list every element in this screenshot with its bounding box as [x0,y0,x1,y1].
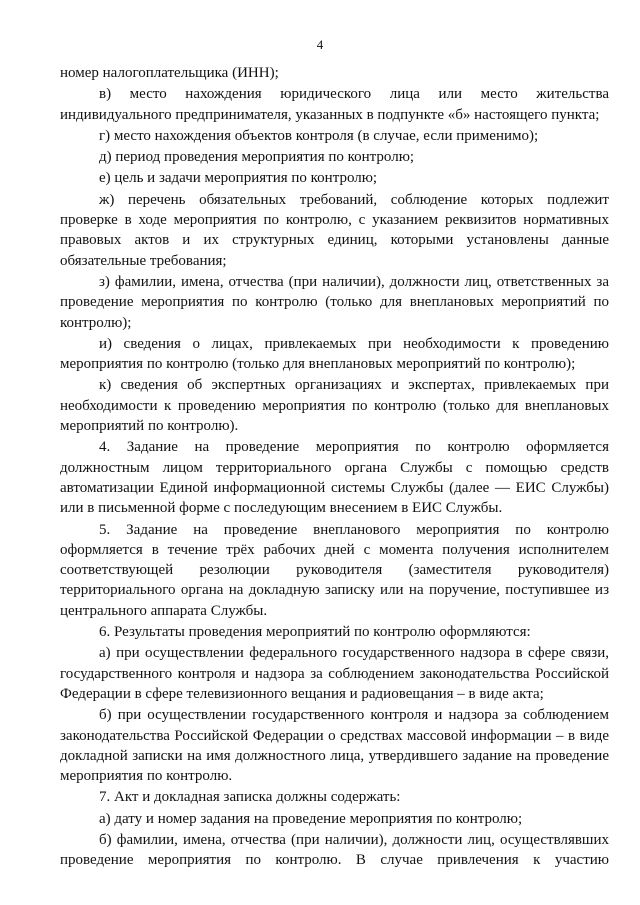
paragraph-section-7-a: а) дату и номер задания на проведение мероприятия по контролю; [99,810,523,827]
paragraph-section-5: 5. Задание на проведение внепланового мероприятия по контролю оформляется в течение трёх рабочих дней с момента получения исполнителем соответствующей резолюции руководителя (заместителя руководителя) территориального органа на докладную записку или на поручение, поступившее из центрального аппарата Службы. [60,521,609,619]
paragraph-section-7: 7. Акт и докладная записка должны содержать: [99,789,401,806]
paragraph-section-6-b: б) при осуществлении государственного контроля и надзора за соблюдением законодательства Российской Федерации о средствах массовой информации – в виде докладной записки на имя должностного лица, утвердившего задание на проведение мероприятия по контролю. [60,707,609,785]
paragraph-item-z: з) фамилии, имена, отчества (при наличии), должности лиц, ответственных за проведение мероприятия по контролю (только для внеплановых мероприятий по контролю); [60,273,609,331]
page-number: 4 [316,37,324,52]
paragraph-section-6-a: а) при осуществлении федерального государственного надзора в сфере связи, государственного контроля и надзора за соблюдением законодательства Российской Федерации в сфере телевизионного вещания и радиовещания – в виде акта; [60,645,609,702]
paragraph-item-g: г) место нахождения объектов контроля (в случае, если применимо); [99,127,539,144]
paragraph-section-6: 6. Результаты проведения мероприятий по контролю оформляются: [99,624,531,641]
paragraph-item-v: в) место нахождения юридического лица или место жительства индивидуального предпринимателя, указанных в подпункте «б» настоящего пункта; [60,86,609,123]
document-body [60,63,609,871]
paragraph-section-7-b: б) фамилии, имена, отчества (при наличии), должности лиц, осуществлявших проведение мероприятия по контролю. В случае привлечения к участию [60,831,609,869]
paragraph-item-k: к) сведения об экспертных организациях и экспертах, привлекаемых при необходимости к проведению мероприятия по контролю (только для внеплановых мероприятий по контролю). [60,377,609,435]
paragraph-inn: номер налогоплательщика (ИНН); [60,65,279,81]
paragraph-item-i: и) сведения о лицах, привлекаемых при необходимости к проведению мероприятия по контролю (только для внеплановых мероприятий по контролю); [60,335,609,373]
paragraph-section-4: 4. Задание на проведение мероприятия по контролю оформляется должностным лицом территориального органа Службы с помощью средств автоматизации Единой информационной системы Службы (далее — ЕИС Службы) или в письменной форме с последующим внесением в ЕИС Службы. [60,439,609,517]
paragraph-item-zh: ж) перечень обязательных требований, соблюдение которых подлежит проверке в ходе мероприятия по контролю, с указанием реквизитов нормативных правовых актов и их структурных единиц, которыми установлены данные обязательные требования; [60,191,609,269]
paragraph-item-d: д) период проведения мероприятия по контролю; [99,149,415,166]
paragraph-item-e: е) цель и задачи мероприятия по контролю; [99,170,378,187]
